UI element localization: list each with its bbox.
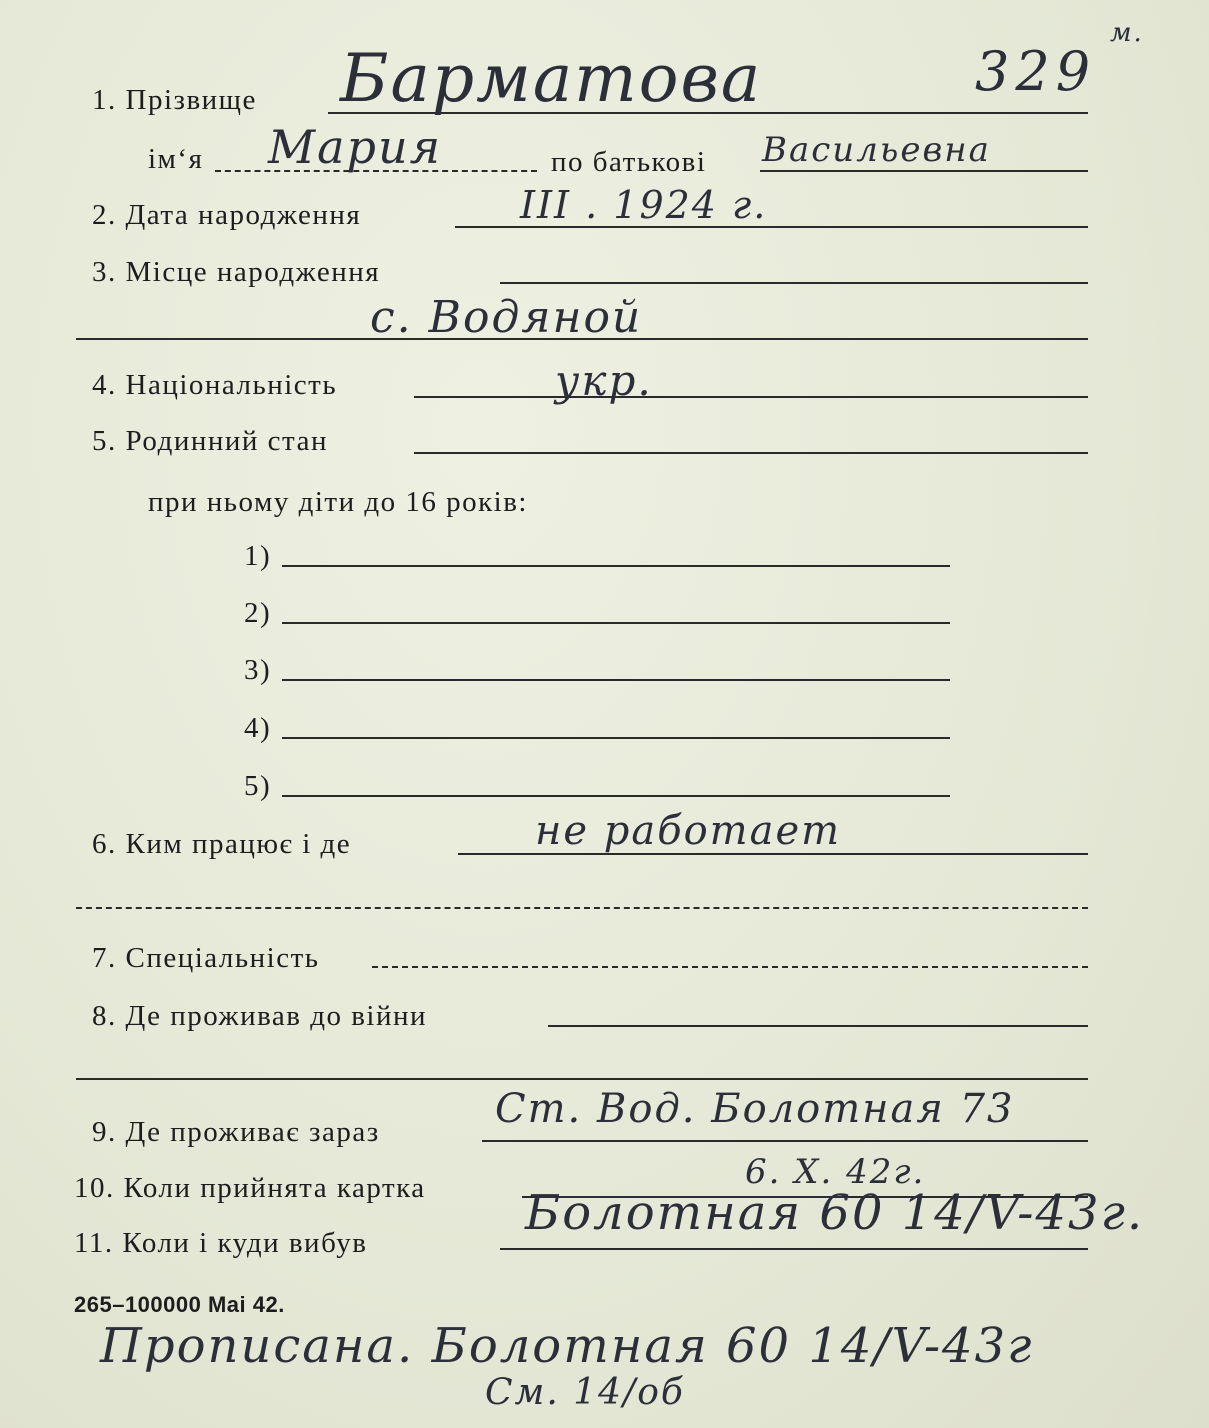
card-number-suffix: м.	[1110, 18, 1144, 48]
label-marital: 5. Родинний стан	[92, 425, 328, 457]
label-current: 9. Де проживає зараз	[92, 1116, 380, 1148]
label-occupation: 6. Ким працює і де	[92, 828, 352, 860]
line-child-3[interactable]	[282, 679, 950, 681]
label-card-date: 10. Коли прийнята картка	[74, 1172, 426, 1204]
value-name[interactable]: Мария	[268, 120, 443, 174]
line-prewar	[548, 1025, 1088, 1027]
line-child-2[interactable]	[282, 622, 950, 624]
line-specialty	[372, 966, 1088, 968]
value-nationality[interactable]: укр.	[555, 356, 653, 405]
line-marital	[414, 452, 1088, 454]
label-prewar: 8. Де проживав до війни	[92, 1000, 428, 1032]
value-registered-sub[interactable]: См. 14/об	[485, 1372, 685, 1413]
line-current	[482, 1140, 1088, 1142]
label-children: при ньому діти до 16 років:	[148, 486, 528, 518]
label-left: 11. Коли і куди вибув	[74, 1227, 368, 1259]
label-child-3: 3)	[244, 654, 272, 686]
card-number: 329	[975, 40, 1097, 103]
value-patronymic[interactable]: Васильевна	[762, 130, 991, 170]
line-child-1[interactable]	[282, 565, 950, 567]
line-left	[500, 1248, 1088, 1250]
label-patronymic: по батькові	[551, 146, 707, 178]
label-child-2: 2)	[244, 597, 272, 629]
label-nationality: 4. Національність	[92, 369, 338, 401]
printer-code: 265–100000 Mai 42.	[74, 1292, 285, 1317]
label-specialty: 7. Спеціальність	[92, 942, 320, 974]
value-card-date[interactable]: 6. X. 42г.	[745, 1152, 926, 1192]
label-birthdate: 2. Дата народження	[92, 199, 362, 231]
strike-mark	[535, 1196, 845, 1198]
value-birthdate[interactable]: III . 1924 г.	[520, 183, 768, 227]
value-occupation[interactable]: не работает	[535, 808, 842, 854]
line-child-5[interactable]	[282, 795, 950, 797]
value-surname[interactable]: Барматова	[340, 40, 763, 117]
line-birthplace	[500, 282, 1088, 284]
label-child-1: 1)	[244, 540, 272, 572]
value-registered[interactable]: Прописана. Болотная 60 14/V-43г	[100, 1318, 1034, 1374]
label-birthplace: 3. Місце народження	[92, 256, 381, 288]
label-surname: 1. Прізвище	[92, 84, 257, 116]
label-child-5: 5)	[244, 770, 272, 802]
line-patronymic	[760, 170, 1088, 172]
line-child-4[interactable]	[282, 737, 950, 739]
value-birthplace[interactable]: с. Водяной	[370, 292, 643, 343]
line-occupation-2	[76, 907, 1088, 909]
line-prewar-2	[76, 1078, 1088, 1080]
line-nationality	[414, 396, 1088, 398]
label-child-4: 4)	[244, 712, 272, 744]
value-current-address[interactable]: Ст. Вод. Болотная 73	[495, 1086, 1015, 1132]
label-name: ім‘я	[148, 143, 204, 175]
value-left[interactable]: Болотная 60 14/V-43г.	[525, 1185, 1145, 1241]
